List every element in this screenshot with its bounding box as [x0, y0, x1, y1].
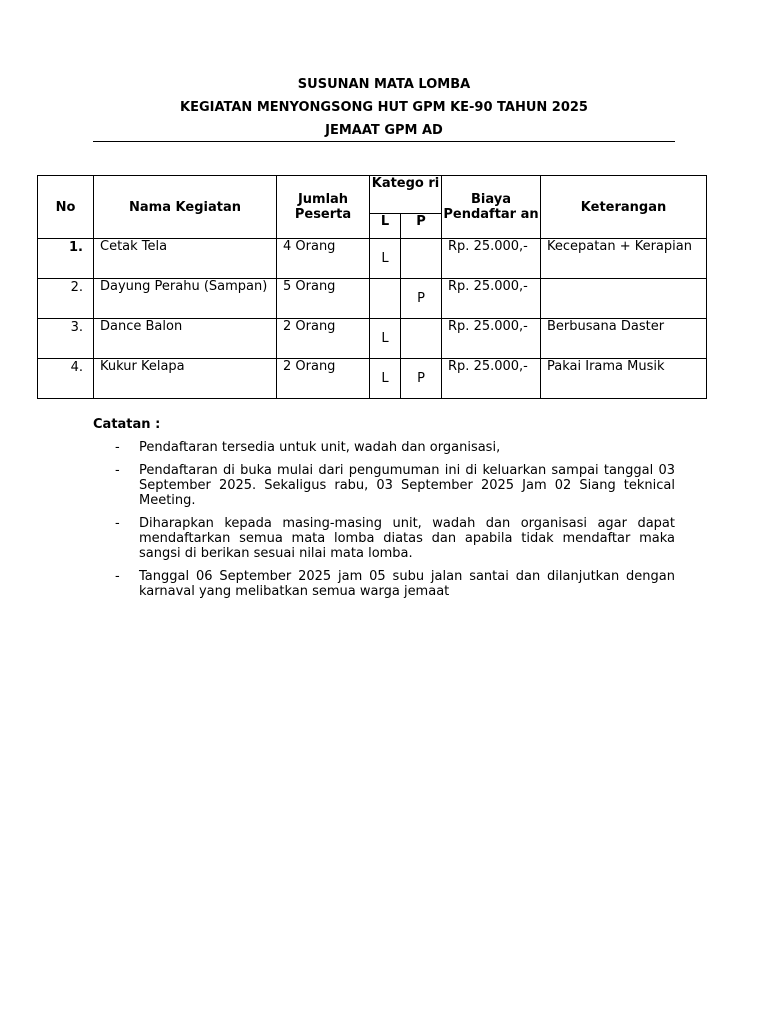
- row-nama: Dayung Perahu (Sampan): [94, 279, 277, 319]
- row-kategori-p: [401, 239, 442, 279]
- row-no: 4.: [38, 359, 94, 399]
- row-nama: Dance Balon: [94, 319, 277, 359]
- header-kategori-p: P: [401, 214, 442, 239]
- table-row: [38, 239, 707, 279]
- header-biaya-pendaftaran: Biaya Pendaftar an: [442, 176, 541, 239]
- notes-section: [93, 417, 675, 607]
- note-text: Pendaftaran di buka mulai dari pengumuman ini di keluarkan sampai tanggal 03 September 2025. Sekaligus rabu, 03 September 2025 Jam 02 Siang teknical Meeting.: [139, 463, 675, 508]
- row-kategori-l: L: [370, 359, 401, 399]
- note-item: [93, 516, 675, 561]
- header-nama-kegiatan: Nama Kegiatan: [94, 176, 277, 239]
- row-jumlah: 4 Orang: [277, 239, 370, 279]
- row-keterangan: Berbusana Daster: [541, 319, 707, 359]
- table-row: [38, 359, 707, 399]
- row-biaya: Rp. 25.000,-: [442, 239, 541, 279]
- note-bullet: -: [115, 463, 120, 478]
- note-text: Pendaftaran tersedia untuk unit, wadah dan organisasi,: [139, 440, 501, 455]
- row-nama: Kukur Kelapa: [94, 359, 277, 399]
- note-item: [93, 440, 675, 455]
- header-no: No: [38, 176, 94, 239]
- note-item: [93, 569, 675, 599]
- competition-table: [37, 175, 707, 399]
- row-biaya: Rp. 25.000,-: [442, 359, 541, 399]
- row-keterangan: [541, 279, 707, 319]
- row-kategori-l: L: [370, 319, 401, 359]
- row-keterangan: Pakai Irama Musik: [541, 359, 707, 399]
- row-jumlah: 5 Orang: [277, 279, 370, 319]
- note-bullet: -: [115, 516, 120, 531]
- note-text: Diharapkan kepada masing-masing unit, wadah dan organisasi agar dapat mendaftarkan semua mata lomba diatas dan apabila tidak mendaftar maka sangsi di berikan sesuai nilai mata lomba.: [139, 516, 675, 561]
- row-no: 3.: [38, 319, 94, 359]
- row-kategori-l: L: [370, 239, 401, 279]
- document-header: [93, 70, 675, 139]
- row-kategori-p: [401, 319, 442, 359]
- row-biaya: Rp. 25.000,-: [442, 279, 541, 319]
- row-no: 1.: [38, 239, 94, 279]
- header-divider: [93, 141, 675, 142]
- note-item: [93, 463, 675, 508]
- row-biaya: Rp. 25.000,-: [442, 319, 541, 359]
- row-nama: Cetak Tela: [94, 239, 277, 279]
- row-kategori-p: P: [401, 279, 442, 319]
- note-bullet: -: [115, 440, 120, 455]
- row-jumlah: 2 Orang: [277, 359, 370, 399]
- notes-title: Catatan :: [93, 417, 161, 432]
- header-kategori: Katego ri: [370, 176, 442, 214]
- table-row: [38, 319, 707, 359]
- header-keterangan: Keterangan: [541, 176, 707, 239]
- document-subtitle: KEGIATAN MENYONGSONG HUT GPM KE-90 TAHUN 2025: [180, 100, 588, 115]
- row-jumlah: 2 Orang: [277, 319, 370, 359]
- header-kategori-l: L: [370, 214, 401, 239]
- note-text: Tanggal 06 September 2025 jam 05 subu jalan santai dan dilanjutkan dengan karnaval yang melibatkan semua warga jemaat: [139, 569, 675, 599]
- note-bullet: -: [115, 569, 120, 584]
- header-jumlah-peserta: Jumlah Peserta: [277, 176, 370, 239]
- table-row: [38, 279, 707, 319]
- row-no: 2.: [38, 279, 94, 319]
- row-keterangan: Kecepatan + Kerapian: [541, 239, 707, 279]
- row-kategori-l: [370, 279, 401, 319]
- document-title: SUSUNAN MATA LOMBA: [297, 77, 471, 92]
- congregation-name: JEMAAT GPM AD: [325, 123, 443, 138]
- row-kategori-p: P: [401, 359, 442, 399]
